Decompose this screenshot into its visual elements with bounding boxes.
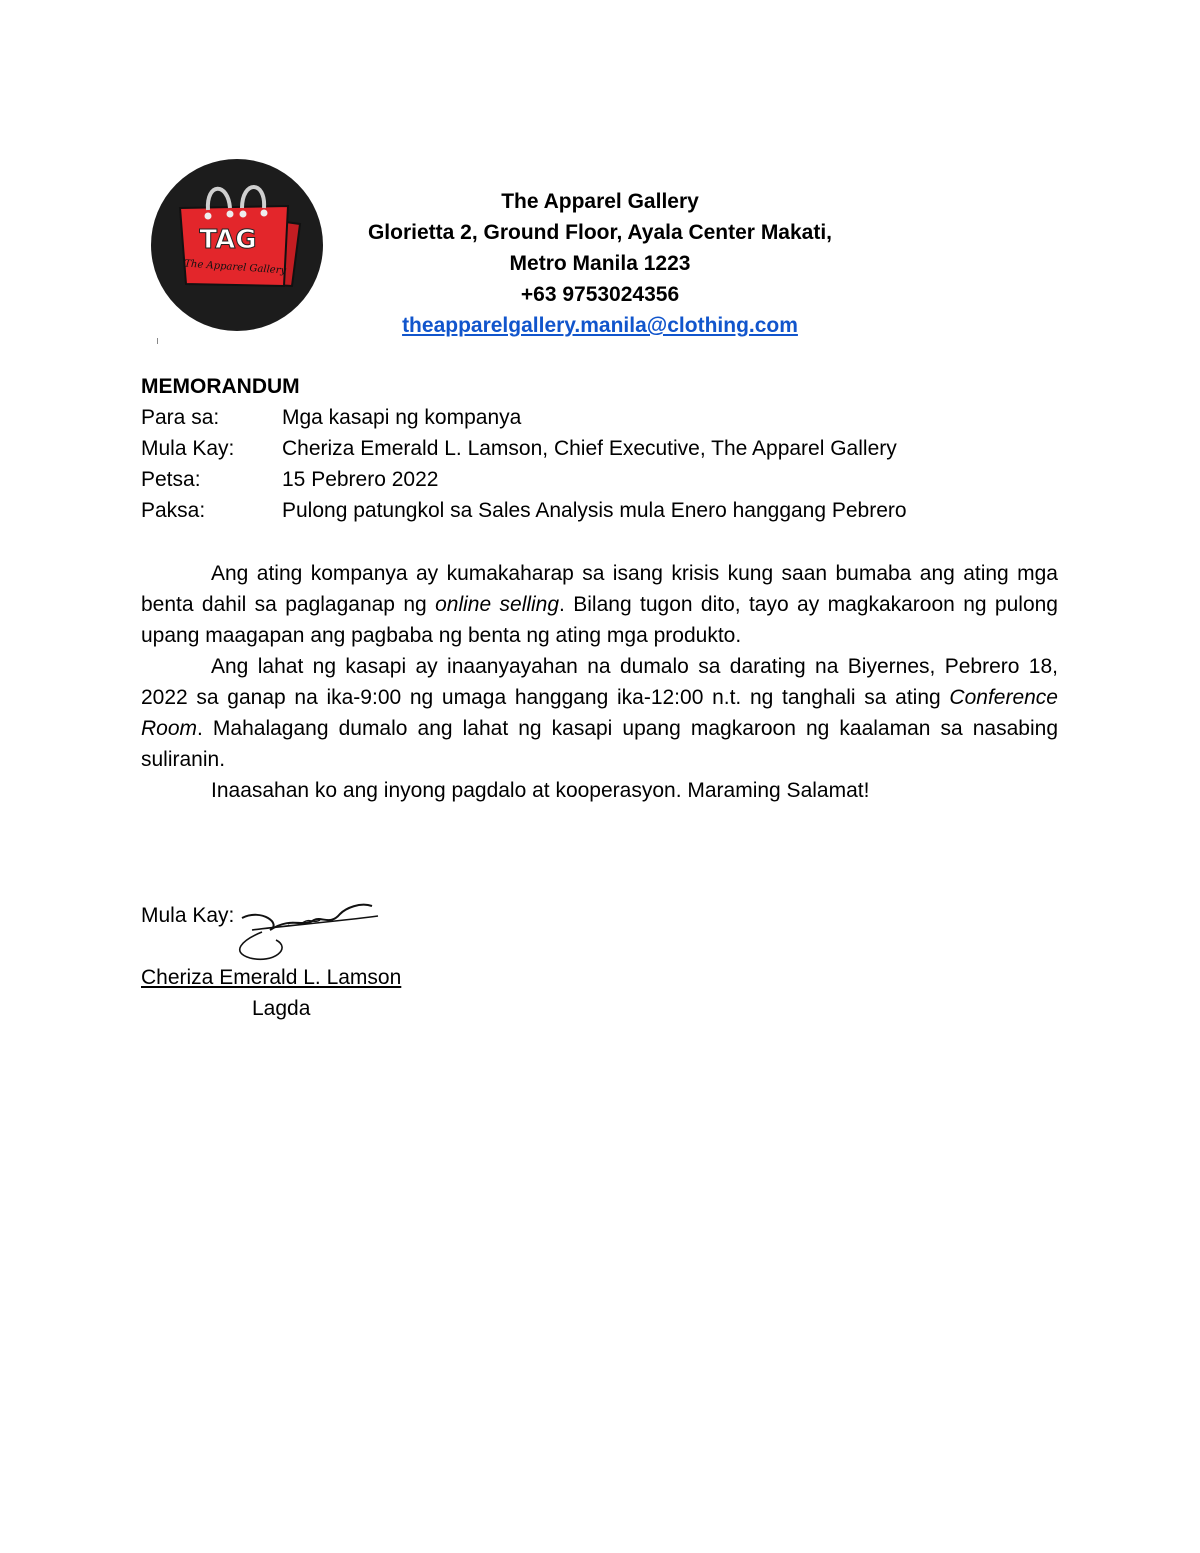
field-value: Cheriza Emerald L. Lamson, Chief Executive, The Apparel Gallery [282, 437, 897, 460]
address-line-1: Glorietta 2, Ground Floor, Ayala Center Makati, [367, 221, 833, 244]
field-label: Paksa: [141, 499, 206, 522]
body-text: . Bilang tugon dito, tayo ay magkakaroon ng pulong upang maagapan ang pagbaba ng benta ng ating mga produkto. [141, 593, 1058, 647]
field-paksa [141, 495, 1059, 526]
signature-caption: Lagda [252, 997, 311, 1020]
email-line [300, 310, 900, 341]
field-value: Mga kasapi ng kompanya [282, 406, 522, 429]
field-mula-kay [141, 433, 1059, 464]
company-name: The Apparel Gallery [501, 190, 699, 213]
signature-icon [222, 890, 382, 970]
field-petsa [141, 464, 1059, 495]
field-label: Petsa: [141, 468, 201, 491]
company-logo [150, 158, 324, 332]
address-line-2: Metro Manila 1223 [509, 252, 691, 275]
body-emphasis: online selling [435, 593, 560, 616]
body-paragraph-1 [141, 558, 1058, 651]
letterhead [300, 186, 900, 341]
body-text: . Mahalagang dumalo ang lahat ng kasapi upang magkaroon ng kaalaman sa nasabing suliranin. [141, 717, 1058, 771]
memo-title: MEMORANDUM [141, 375, 300, 398]
stray-mark [157, 338, 158, 344]
body-paragraph-2 [141, 651, 1058, 775]
field-label: Mula Kay: [141, 437, 235, 460]
memo-body [141, 558, 1058, 806]
field-label: Para sa: [141, 406, 220, 429]
closing-label: Mula Kay: [141, 904, 235, 927]
body-paragraph-3: Inaasahan ko ang inyong pagdalo at kooperasyon. Maraming Salamat! [211, 779, 870, 802]
body-text: Ang lahat ng kasapi ay inaanyayahan na dumalo sa darating na Biyernes, Pebrero 18, 2022 sa ganap na ika-9:00 ng umaga hanggang ika-12:00 n.t. ng tanghali sa ating [141, 655, 1058, 709]
svg-text:TAG: TAG [199, 225, 257, 255]
body-emphasis: Conference Room [141, 686, 1058, 740]
body-text: Ang ating kompanya ay kumakaharap sa isang krisis kung saan bumaba ang ating mga benta dahil sa paglaganap ng [141, 562, 1058, 616]
tag-logo-icon [150, 158, 324, 332]
memo-header [141, 371, 1059, 526]
svg-text:The Apparel Gallery: The Apparel Gallery [183, 258, 287, 277]
field-para-sa [141, 402, 1059, 433]
email-link[interactable]: theapparelgallery.manila@clothing.com [402, 314, 798, 337]
field-value: Pulong patungkol sa Sales Analysis mula Enero hanggang Pebrero [282, 499, 907, 522]
field-value: 15 Pebrero 2022 [282, 468, 439, 491]
phone-number: +63 9753024356 [520, 283, 680, 306]
signer-name: Cheriza Emerald L. Lamson [141, 966, 402, 989]
